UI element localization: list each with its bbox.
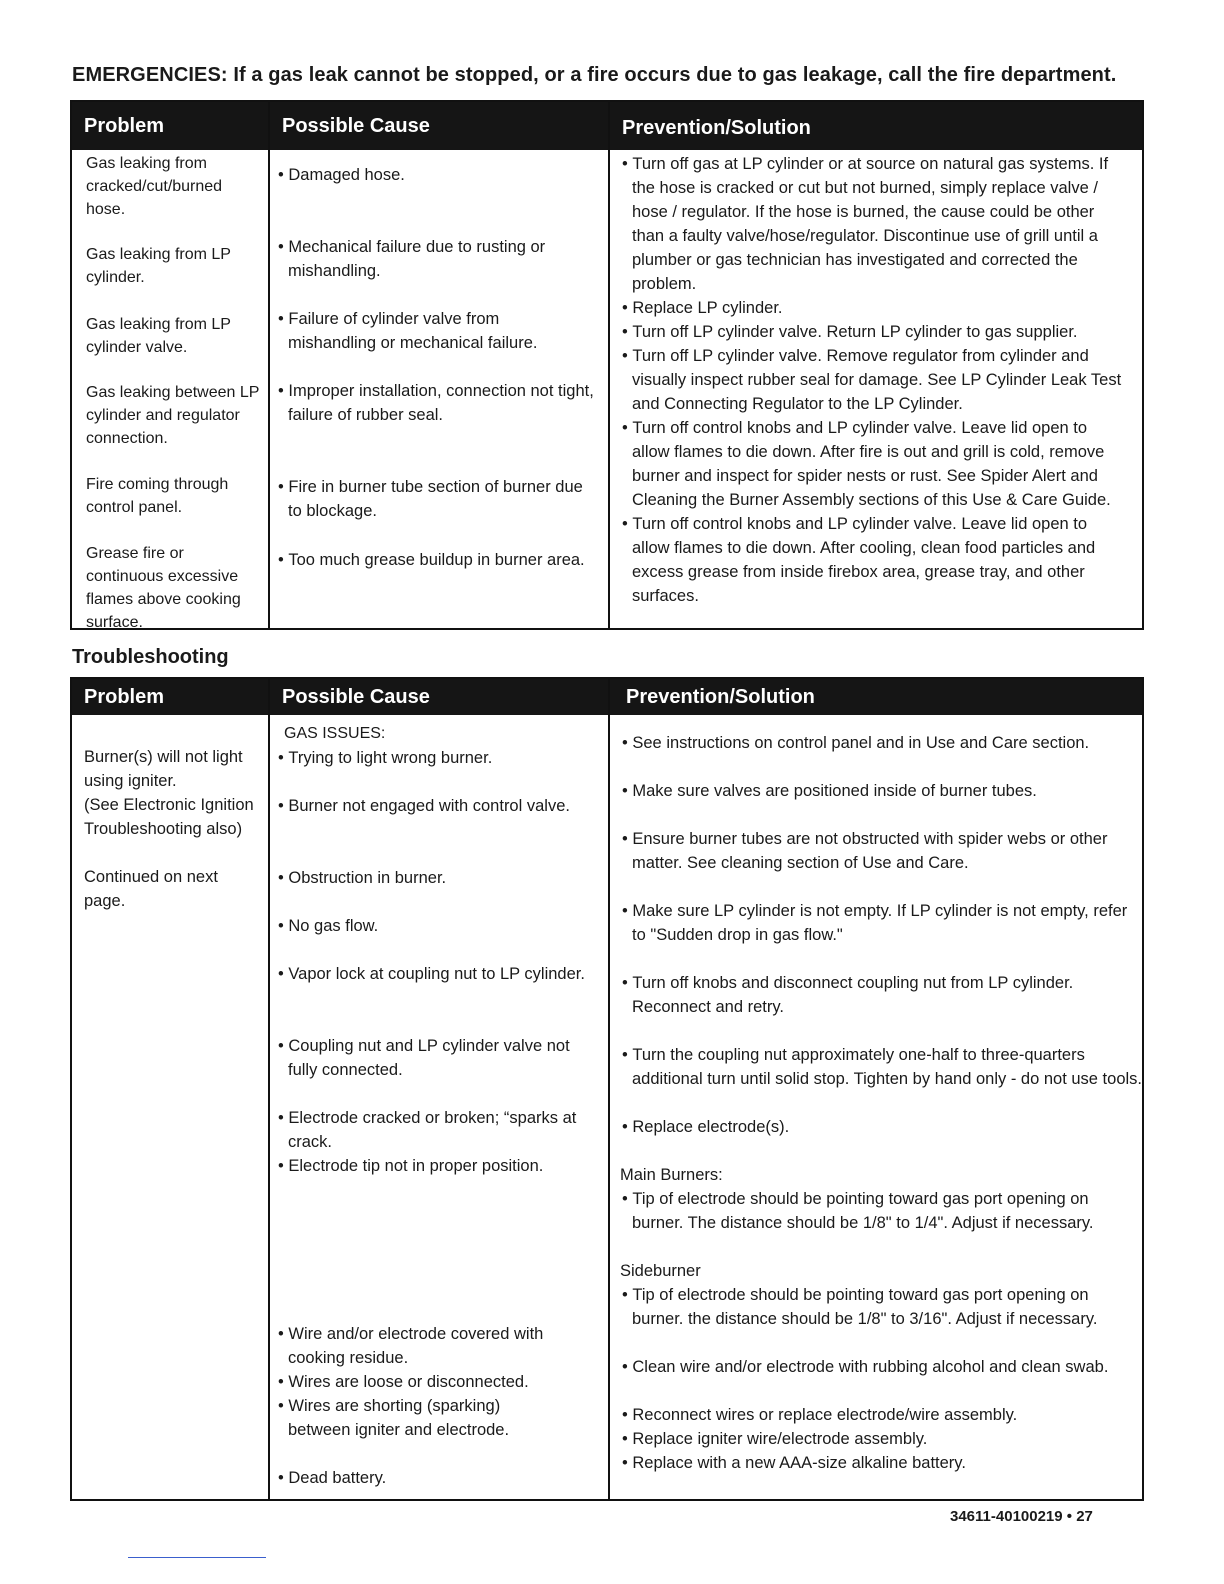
solution-item: • Reconnect wires or replace electrode/wire assembly. <box>622 1403 1132 1427</box>
header-problem: Problem <box>84 114 165 137</box>
troubleshooting-table <box>70 677 1144 1501</box>
problem-continued: Continued on next page. <box>84 868 218 910</box>
column-divider <box>608 102 610 628</box>
solution-item: • Replace igniter wire/electrode assembly. <box>622 1427 1132 1451</box>
cause-item: • Too much grease buildup in burner area. <box>278 548 588 572</box>
cause-item: • Wires are loose or disconnected. <box>278 1370 598 1394</box>
solution-item: • Replace LP cylinder. <box>622 296 1126 320</box>
sideburner-label: Sideburner <box>620 1262 701 1280</box>
problem-column <box>84 745 260 913</box>
header-prevention-solution: Prevention/Solution <box>626 685 815 708</box>
cause-item: • Wires are shorting (sparking) between igniter and electrode. <box>278 1394 563 1442</box>
page-footer: 34611-40100219 • 27 <box>950 1508 1093 1525</box>
cause-item: • Mechanical failure due to rusting or mishandling. <box>278 235 588 283</box>
section-title-troubleshooting: Troubleshooting <box>72 646 229 668</box>
solution-item: • Replace electrode(s). <box>622 1115 1132 1139</box>
problem-line: Burner(s) will not light using igniter. <box>84 748 243 790</box>
gas-issues-label: GAS ISSUES: <box>284 725 386 742</box>
problem-item: Gas leaking from LP cylinder. <box>86 246 231 286</box>
solution-item: • Ensure burner tubes are not obstructed with spider webs or other matter. See cleaning section of Use and Care. <box>622 827 1122 875</box>
column-divider <box>268 679 270 1499</box>
cause-item: • Trying to light wrong burner. <box>278 746 598 770</box>
emergency-notice: EMERGENCIES: If a gas leak cannot be stopped, or a fire occurs due to gas leakage, call the fire department. <box>72 64 1117 86</box>
problem-item: Gas leaking between LP cylinder and regulator connection. <box>86 384 260 447</box>
problem-item: Grease fire or continuous excessive flames above cooking surface. <box>86 545 241 631</box>
cause-item: • Obstruction in burner. <box>278 866 598 890</box>
column-divider <box>268 102 270 628</box>
problem-item: Fire coming through control panel. <box>86 476 229 516</box>
solution-item: • Turn off gas at LP cylinder or at source on natural gas systems. If the hose is cracked or cut but not burned, simply replace valve / hose / regulator. If the hose is burned, the cause could be other than a faulty valve/hose/regulator. Discontinue use of grill until a plumber or gas technician has investigated and corrected the problem. <box>622 152 1126 296</box>
problem-item: Gas leaking from cracked/cut/burned hose. <box>86 155 223 218</box>
cause-item: • Wire and/or electrode covered with cooking residue. <box>278 1322 588 1370</box>
main-burners-label: Main Burners: <box>620 1166 723 1184</box>
solution-item: • Turn off LP cylinder valve. Return LP cylinder to gas supplier. <box>622 320 1126 344</box>
header-possible-cause: Possible Cause <box>282 685 430 708</box>
cause-item: • No gas flow. <box>278 914 598 938</box>
cause-item: • Burner not engaged with control valve. <box>278 794 598 818</box>
header-prevention-solution: Prevention/Solution <box>622 116 811 139</box>
solution-column <box>622 152 1126 608</box>
cause-item: • Electrode tip not in proper position. <box>278 1154 598 1178</box>
solution-item: • Make sure LP cylinder is not empty. If LP cylinder is not empty, refer to "Sudden drop in gas flow." <box>622 899 1137 947</box>
table-header <box>72 679 1142 715</box>
header-possible-cause: Possible Cause <box>282 114 430 137</box>
solution-item: • See instructions on control panel and in Use and Care section. <box>622 731 1144 755</box>
solution-item: • Turn off LP cylinder valve. Remove regulator from cylinder and visually inspect rubber seal for damage. See LP Cylinder Leak Test and Connecting Regulator to the LP Cylinder. <box>622 344 1126 416</box>
footer-rule <box>128 1557 266 1558</box>
column-divider <box>608 679 610 1499</box>
solution-item: • Make sure valves are positioned inside of burner tubes. <box>622 779 1132 803</box>
solution-item: • Turn off control knobs and LP cylinder valve. Leave lid open to allow flames to die down. After fire is out and grill is cold, remove burner and inspect for spider nests or rust. See Spider Alert and Cleaning the Burner Assembly sections of this Use & Care Guide. <box>622 416 1126 512</box>
problem-note: (See Electronic Ignition Troubleshooting also) <box>84 796 254 838</box>
cause-item: • Fire in burner tube section of burner due to blockage. <box>278 475 588 523</box>
header-problem: Problem <box>84 685 165 708</box>
cause-item: • Improper installation, connection not tight, failure of rubber seal. <box>278 379 598 427</box>
solution-item: • Tip of electrode should be pointing toward gas port opening on burner. The distance should be 1/8" to 1/4". Adjust if necessary. <box>622 1187 1127 1235</box>
cause-item: • Electrode cracked or broken; “sparks at crack. <box>278 1106 598 1154</box>
cause-item: • Damaged hose. <box>278 163 598 187</box>
solution-item: • Tip of electrode should be pointing toward gas port opening on burner. the distance should be 1/8" to 3/16". Adjust if necessary. <box>622 1283 1127 1331</box>
cause-item: • Coupling nut and LP cylinder valve not fully connected. <box>278 1034 598 1082</box>
solution-item: • Replace with a new AAA-size alkaline battery. <box>622 1451 1132 1475</box>
cause-item: • Vapor lock at coupling nut to LP cylinder. <box>278 962 598 986</box>
cause-item: • Dead battery. <box>278 1466 598 1490</box>
problem-item: Gas leaking from LP cylinder valve. <box>86 316 231 356</box>
solution-item: • Turn off knobs and disconnect coupling nut from LP cylinder. Reconnect and retry. <box>622 971 1132 1019</box>
solution-item: • Clean wire and/or electrode with rubbing alcohol and clean swab. <box>622 1355 1127 1379</box>
table-header <box>72 102 1142 150</box>
cause-item: • Failure of cylinder valve from mishandling or mechanical failure. <box>278 307 578 355</box>
solution-item: • Turn off control knobs and LP cylinder valve. Leave lid open to allow flames to die down. After cooling, clean food particles and excess grease from inside firebox area, grease tray, and other surfaces. <box>622 512 1126 608</box>
emergency-table <box>70 100 1144 630</box>
solution-item: • Turn the coupling nut approximately one-half to three-quarters additional turn until solid stop. Tighten by hand only - do not use tools. <box>622 1043 1144 1091</box>
